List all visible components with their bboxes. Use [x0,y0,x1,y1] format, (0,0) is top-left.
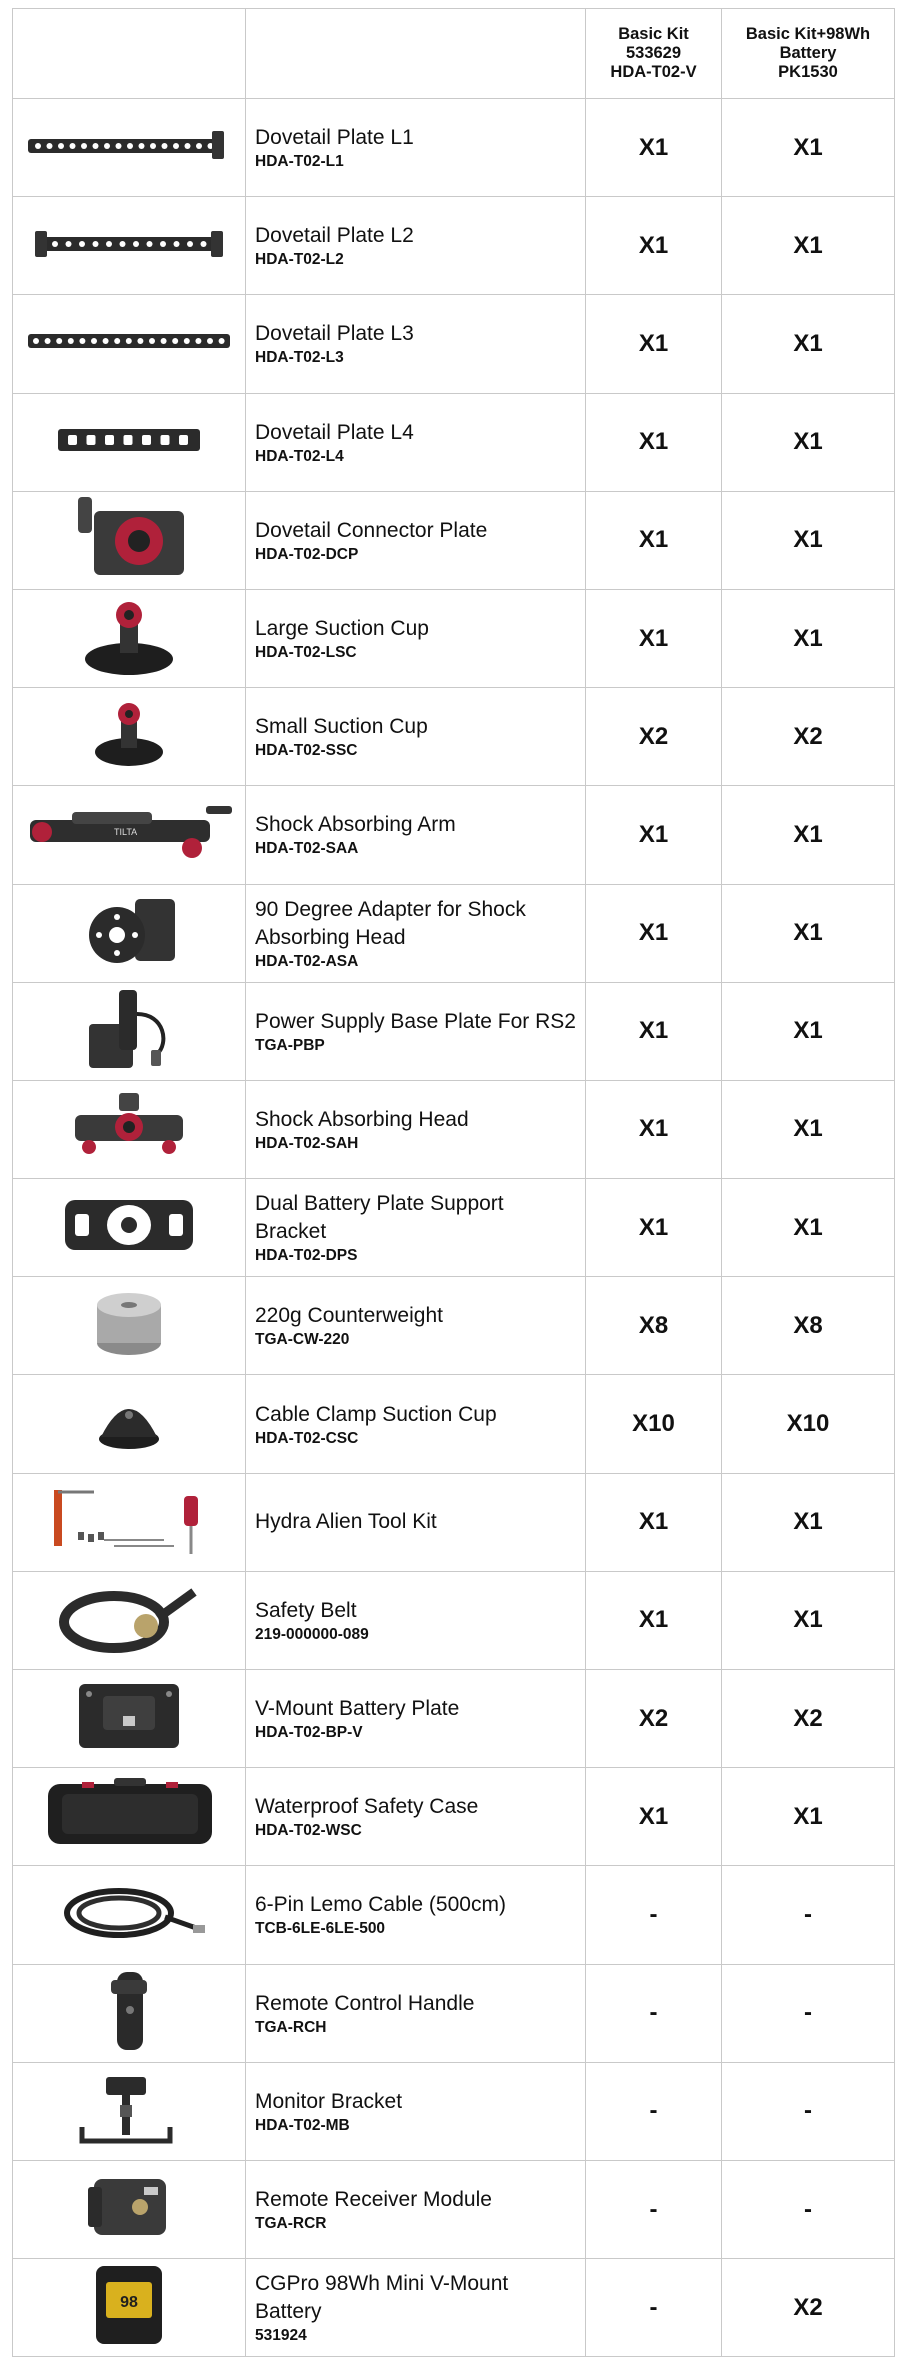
basic-kit-qty: X1 [586,393,722,491]
battery-kit-qty: X2 [722,2259,895,2357]
header-line: 533629 [625,44,682,62]
basic-kit-qty: X2 [586,688,722,786]
product-name: Remote Receiver Module [255,2188,492,2212]
basic-kit-qty: X1 [586,1571,722,1669]
basic-kit-qty: X1 [586,1473,722,1571]
product-name-cell [246,1277,586,1375]
product-name: Hydra Alien Tool Kit [255,1510,437,1534]
dovetail-plate-l1-icon [24,125,234,165]
battery-kit-qty: X1 [722,1473,895,1571]
header-row [13,9,895,99]
basic-kit-qty: - [586,2160,722,2258]
header-line: PK1530 [778,63,838,81]
product-code: HDA-T02-SAA [255,840,359,858]
product-name: Large Suction Cup [255,617,429,641]
kit-contents-table [12,8,895,2357]
product-name-cell [246,884,586,982]
product-image-cell [13,1768,246,1866]
power-base-plate-icon [69,984,189,1074]
safety-case-icon [42,1774,217,1854]
basic-kit-qty: X1 [586,491,722,589]
product-name-cell [246,982,586,1080]
product-name-cell [246,1571,586,1669]
product-image-cell [13,1670,246,1768]
product-image-cell [13,1473,246,1571]
product-image-cell [13,197,246,295]
product-name: Dovetail Plate L1 [255,126,414,150]
product-name-cell [246,589,586,687]
table-row [13,1768,895,1866]
product-name: Dovetail Plate L4 [255,420,414,444]
product-code: HDA-T02-CSC [255,1429,359,1447]
counterweight-icon [84,1283,174,1363]
table-row [13,295,895,393]
battery-kit-qty: X1 [722,786,895,884]
dovetail-plate-l4-icon [54,423,204,457]
large-suction-cup-icon [74,591,184,681]
basic-kit-qty: X1 [586,982,722,1080]
basic-kit-qty: X1 [586,884,722,982]
product-name-cell [246,786,586,884]
basic-kit-qty: X1 [586,99,722,197]
product-code: HDA-T02-L1 [255,153,344,171]
product-image-cell [13,1866,246,1964]
product-code: HDA-T02-DPS [255,1247,358,1265]
shock-absorbing-head-icon [59,1087,199,1167]
battery-kit-qty: X1 [722,1080,895,1178]
table-row [13,1571,895,1669]
battery-kit-qty: X10 [722,1375,895,1473]
product-name: Dual Battery Plate Support Bracket [255,1192,504,1244]
product-name: Shock Absorbing Head [255,1107,469,1131]
product-code: TGA-RCH [255,2018,327,2036]
dovetail-plate-l2-icon [29,223,229,263]
battery-kit-qty: X1 [722,393,895,491]
product-name: Waterproof Safety Case [255,1795,479,1819]
battery-kit-qty: - [722,2062,895,2160]
product-image-cell [13,1375,246,1473]
product-code: TGA-RCR [255,2215,327,2233]
product-name: Dovetail Plate L2 [255,224,414,248]
v-mount-plate-icon [69,1676,189,1756]
tool-kit-icon [34,1480,224,1560]
receiver-module-icon [74,2167,184,2247]
connector-plate-icon [64,493,194,583]
battery-kit-qty: X1 [722,589,895,687]
product-name-cell [246,1179,586,1277]
battery-kit-qty: - [722,2160,895,2258]
product-name: Dovetail Plate L3 [255,322,414,346]
product-code: HDA-T02-MB [255,2116,350,2134]
table-row [13,1670,895,1768]
product-code: TCB-6LE-6LE-500 [255,1920,386,1938]
table-row [13,2259,895,2357]
product-code: 531924 [255,2327,307,2345]
product-code: HDA-T02-SAH [255,1134,359,1152]
product-name-cell [246,491,586,589]
table-row [13,2062,895,2160]
product-image-cell [13,1277,246,1375]
product-name-cell [246,393,586,491]
product-name: Shock Absorbing Arm [255,813,456,837]
battery-bracket-icon [59,1190,199,1260]
adapter-icon [69,891,189,971]
product-name: Small Suction Cup [255,715,428,739]
battery-kit-qty: X1 [722,1571,895,1669]
battery-kit-qty: X1 [722,884,895,982]
basic-kit-qty: - [586,1866,722,1964]
table-row [13,1473,895,1571]
table-row [13,1080,895,1178]
product-image-cell [13,884,246,982]
header-line: Basic Kit [618,25,689,43]
battery-kit-qty: - [722,1964,895,2062]
product-name: CGPro 98Wh Mini V-Mount Battery [255,2272,509,2324]
table-row [13,197,895,295]
product-image-cell [13,99,246,197]
basic-kit-qty: - [586,2259,722,2357]
cable-clamp-cup-icon [89,1387,169,1457]
table-row [13,1964,895,2062]
table-row [13,1375,895,1473]
basic-kit-qty: X1 [586,589,722,687]
product-name: Safety Belt [255,1598,357,1622]
product-name: 220g Counterweight [255,1304,443,1328]
basic-kit-qty: X1 [586,197,722,295]
basic-kit-qty: X2 [586,1670,722,1768]
product-name-cell [246,1768,586,1866]
battery-kit-qty: X1 [722,99,895,197]
product-name-cell [246,197,586,295]
product-image-cell [13,393,246,491]
header-line: Basic Kit+98Wh [745,25,871,43]
product-name: 6-Pin Lemo Cable (500cm) [255,1893,506,1917]
product-image-cell [13,295,246,393]
product-name-cell [246,1964,586,2062]
table-row [13,786,895,884]
basic-kit-qty: X1 [586,1080,722,1178]
battery-kit-header [722,9,895,99]
product-code: HDA-T02-SSC [255,742,358,760]
battery-kit-qty: X1 [722,295,895,393]
product-code: HDA-T02-BP-V [255,1724,363,1742]
product-code: HDA-T02-L2 [255,251,344,269]
basic-kit-header [586,9,722,99]
product-image-cell [13,1179,246,1277]
product-image-cell [13,491,246,589]
header-line: Battery [779,44,837,62]
table-row [13,688,895,786]
small-suction-cup-icon [79,694,179,774]
basic-kit-qty: X10 [586,1375,722,1473]
basic-kit-qty: X8 [586,1277,722,1375]
svg-text:TILTA: TILTA [113,827,137,838]
product-image-cell [13,786,246,884]
product-name-cell [246,1080,586,1178]
product-name-cell [246,1473,586,1571]
product-name-cell [246,1375,586,1473]
product-name-cell [246,2160,586,2258]
product-code: TGA-CW-220 [255,1331,350,1349]
empty-header-cell [246,9,586,99]
table-row [13,982,895,1080]
basic-kit-qty: X1 [586,1768,722,1866]
product-image-cell [13,2160,246,2258]
battery-kit-qty: X1 [722,197,895,295]
product-name-cell [246,2062,586,2160]
table-row [13,491,895,589]
battery-kit-qty: X2 [722,1670,895,1768]
product-name-cell [246,99,586,197]
product-image-cell [13,688,246,786]
product-image-cell [13,2062,246,2160]
product-name: Remote Control Handle [255,1991,475,2015]
battery-kit-qty: X1 [722,982,895,1080]
battery-kit-qty: X1 [722,1768,895,1866]
product-code: HDA-T02-LSC [255,644,357,662]
table-row [13,99,895,197]
product-name-cell [246,688,586,786]
product-code: HDA-T02-DCP [255,545,359,563]
remote-handle-icon [89,1966,169,2056]
product-image-cell [13,1964,246,2062]
product-code: TGA-PBP [255,1036,325,1054]
basic-kit-qty: X1 [586,786,722,884]
table-row [13,1866,895,1964]
product-name: V-Mount Battery Plate [255,1697,460,1721]
table-row [13,1277,895,1375]
product-name: Power Supply Base Plate For RS2 [255,1009,576,1033]
product-code: HDA-T02-ASA [255,952,359,970]
battery-kit-qty: X2 [722,688,895,786]
header-line: HDA-T02-V [610,63,697,81]
product-name: Monitor Bracket [255,2089,403,2113]
product-image-cell [13,1080,246,1178]
battery-icon [84,2260,174,2350]
product-image-cell [13,1571,246,1669]
basic-kit-qty: X1 [586,1179,722,1277]
basic-kit-qty: X1 [586,295,722,393]
product-code: HDA-T02-L3 [255,349,344,367]
lemo-cable-icon [49,1877,209,1947]
battery-kit-qty: X1 [722,1179,895,1277]
product-name: Dovetail Connector Plate [255,518,488,542]
monitor-bracket-icon [64,2069,194,2149]
dovetail-plate-l3-icon [24,326,234,356]
product-name-cell [246,2259,586,2357]
table-row [13,884,895,982]
table-row [13,2160,895,2258]
product-image-cell [13,2259,246,2357]
product-name-cell [246,295,586,393]
product-name: Cable Clamp Suction Cup [255,1402,497,1426]
safety-belt-icon [54,1578,204,1658]
basic-kit-qty: - [586,1964,722,2062]
product-name: 90 Degree Adapter for Shock Absorbing Head [255,897,526,949]
product-name-cell [246,1670,586,1768]
product-image-cell [13,982,246,1080]
table-row [13,393,895,491]
table-row [13,589,895,687]
product-name-cell [246,1866,586,1964]
shock-absorbing-arm-icon [22,792,237,872]
product-image-cell [13,589,246,687]
product-code: HDA-T02-WSC [255,1822,362,1840]
empty-header-cell [13,9,246,99]
product-code: 219-000000-089 [255,1625,369,1643]
product-code: HDA-T02-L4 [255,447,344,465]
table-row [13,1179,895,1277]
svg-text:98: 98 [120,2294,138,2312]
battery-kit-qty: - [722,1866,895,1964]
battery-kit-qty: X8 [722,1277,895,1375]
basic-kit-qty: - [586,2062,722,2160]
battery-kit-qty: X1 [722,491,895,589]
